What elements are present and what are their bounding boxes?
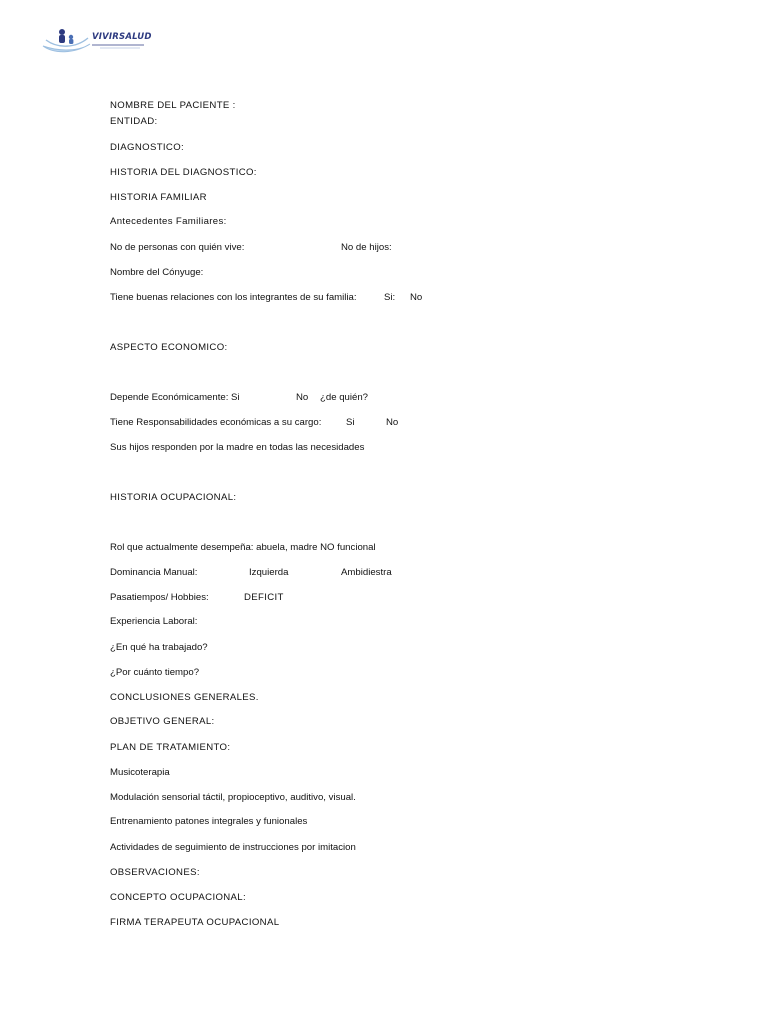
family-relations-label: Tiene buenas relaciones con los integrantes de su familia: — [110, 292, 357, 303]
economic-aspect-heading: ASPECTO ECONOMICO: — [110, 342, 228, 353]
economic-responsibilities-label: Tiene Responsabilidades económicas a su cargo: — [110, 417, 322, 428]
children-respond-text: Sus hijos responden por la madre en todas las necesidades — [110, 442, 365, 453]
hobbies-value: DEFICIT — [244, 592, 284, 603]
family-antecedents-label: Antecedentes Familiares: — [110, 216, 227, 227]
economic-dependence-who: ¿de quién? — [320, 392, 369, 403]
therapist-signature-label: FIRMA TERAPEUTA OCUPACIONAL — [110, 917, 280, 928]
economic-dependence-no: No — [296, 392, 309, 403]
vivirsalud-logo — [40, 24, 150, 60]
children-count-label: No de hijos: — [341, 242, 392, 253]
work-experience-label: Experiencia Laboral: — [110, 616, 198, 627]
spouse-name-label: Nombre del Cónyuge: — [110, 267, 204, 278]
manual-dominance-left: Izquierda — [249, 567, 289, 578]
economic-responsibilities-yes: Si — [346, 417, 355, 428]
manual-dominance-ambi: Ambidiestra — [341, 567, 392, 578]
plan-training-item: Entrenamiento patones integrales y funionales — [110, 816, 308, 827]
diagnosis-history-label: HISTORIA DEL DIAGNOSTICO: — [110, 167, 257, 178]
hobbies-label: Pasatiempos/ Hobbies: — [110, 592, 209, 603]
diagnosis-label: DIAGNOSTICO: — [110, 142, 185, 153]
family-relations-no: No — [410, 292, 423, 303]
economic-dependence-label: Depende Económicamente: Si — [110, 392, 240, 403]
how-long-label: ¿Por cuánto tiempo? — [110, 667, 200, 678]
plan-sensory-item: Modulación sensorial táctil, propioceptivo, auditivo, visual. — [110, 792, 356, 803]
general-objective-heading: OBJETIVO GENERAL: — [110, 716, 215, 727]
manual-dominance-label: Dominancia Manual: — [110, 567, 198, 578]
entity-label: ENTIDAD: — [110, 116, 158, 127]
family-history-heading: HISTORIA FAMILIAR — [110, 192, 207, 203]
observations-heading: OBSERVACIONES: — [110, 867, 200, 878]
plan-music-item: Musicoterapia — [110, 767, 170, 778]
lives-with-label: No de personas con quién vive: — [110, 242, 245, 253]
economic-responsibilities-no: No — [386, 417, 399, 428]
patient-name-label: NOMBRE DEL PACIENTE : — [110, 100, 236, 111]
logo-wordmark: VIVIRSALUD — [92, 32, 152, 42]
logo-graphic — [40, 24, 150, 60]
occupational-history-heading: HISTORIA OCUPACIONAL: — [110, 492, 237, 503]
general-conclusions-heading: CONCLUSIONES GENERALES. — [110, 692, 259, 703]
treatment-plan-heading: PLAN DE TRATAMIENTO: — [110, 742, 231, 753]
current-role-text: Rol que actualmente desempeña: abuela, madre NO funcional — [110, 542, 376, 553]
where-worked-label: ¿En qué ha trabajado? — [110, 642, 208, 653]
occupational-concept-heading: CONCEPTO OCUPACIONAL: — [110, 892, 246, 903]
plan-activities-item: Actividades de seguimiento de instrucciones por imitacion — [110, 842, 356, 853]
family-relations-yes: Si: — [384, 292, 396, 303]
